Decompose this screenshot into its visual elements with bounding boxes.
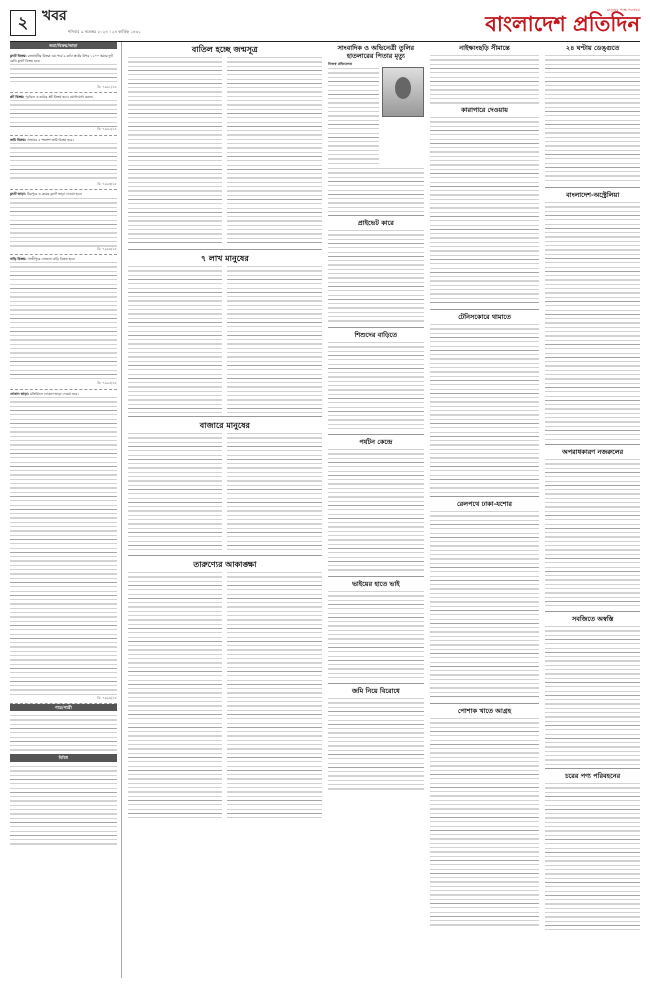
headline: পোশাক খাতে আগ্রহ bbox=[457, 707, 512, 715]
classifieds-column bbox=[10, 42, 122, 978]
paper-name: বাংলাদেশ প্রতিদিন bbox=[485, 11, 640, 37]
classified-ad bbox=[10, 390, 117, 705]
byline: নিজস্ব প্রতিবেদক bbox=[328, 62, 353, 66]
classifieds-header-misc: বিবিধ bbox=[10, 754, 117, 761]
classifieds-header: জমা/বিক্রয়/ভাড়া bbox=[10, 42, 117, 49]
ad-code: বি: ৭৯৬১/২৪ bbox=[97, 84, 117, 89]
headline: চরের পণ্য পরিবহনের bbox=[565, 772, 621, 780]
headline: রেলপথে ঢাকা-যশোর bbox=[457, 500, 512, 508]
ad-text: মিরপুরে ৩ রুমের ফ্ল্যাট ভাড়া দেওয়া হবে। bbox=[27, 192, 82, 197]
classifieds-header-matrimony: পাত্র/পাত্রী bbox=[10, 704, 117, 711]
ad-title: ফ্ল্যাট বিক্রয়: bbox=[10, 54, 27, 59]
page-number: ২ bbox=[10, 10, 36, 36]
news-column-5 bbox=[545, 42, 640, 978]
news-column-3 bbox=[328, 42, 424, 978]
ad-title: জমি বিক্রয়: bbox=[10, 137, 27, 142]
classified-ad bbox=[10, 136, 117, 191]
masthead bbox=[10, 8, 640, 42]
headline: সাংবাদিক ও অভিনেত্রী তুলির হাতলারের পিতার মৃত্যু bbox=[337, 44, 415, 60]
headline: নাইক্ষ্যংছড়ি সীমান্তে bbox=[459, 44, 510, 52]
ad-title: ফ্ল্যাট ভাড়া: bbox=[10, 192, 26, 197]
headline: শিশুদের বাড়িতে bbox=[354, 331, 398, 340]
headline: ভাইয়ের হাতে ভাই bbox=[352, 580, 400, 589]
classified-ad bbox=[10, 190, 117, 255]
section-name: খবর bbox=[42, 8, 67, 24]
headline: ২৪ ঘণ্টায় ডেঙ্গুতে bbox=[565, 44, 620, 52]
classified-ad bbox=[10, 255, 117, 390]
ad-text: পূর্বাচল ৩ কাঠার প্লট বিক্রয় হবে। যোগাযোগ করুন। bbox=[25, 95, 94, 100]
headline: জমি নিয়ে বিরোধে bbox=[351, 687, 400, 696]
obituary-photo bbox=[382, 67, 424, 117]
ad-title: প্লট বিক্রয়: bbox=[10, 95, 25, 100]
ad-text: মতিঝিলে দোকান ভাড়া দেওয়া হবে। bbox=[30, 391, 79, 396]
classified-ad bbox=[10, 93, 117, 136]
headline: পর্যটন কেন্দ্রে bbox=[359, 438, 393, 447]
ad-text: সাভারে ৫ শতাংশ জমি বিক্রয় হবে। bbox=[27, 137, 74, 142]
headline: তারুণ্যের আকাঙ্ক্ষা bbox=[193, 559, 257, 569]
ad-code: বি: ৭৯৬৪/২৪ bbox=[97, 246, 117, 251]
paper-logo bbox=[485, 8, 640, 36]
headline: প্রাইভেট কারে bbox=[357, 219, 394, 228]
main-news-column bbox=[128, 42, 322, 978]
paper-tagline: মানুষের পক্ষে সবসময় bbox=[607, 8, 640, 12]
ad-code: বি: ৭৯৬৬/২৪ bbox=[97, 695, 117, 700]
headline: বাংলাদেশ-অস্ট্রেলিয়া bbox=[566, 191, 620, 199]
ad-text: গাজীপুরে দোতলা বাড়ি বিক্রয় হবে। bbox=[27, 256, 76, 261]
headline: টেনিসকোরে থামাতে bbox=[458, 313, 511, 321]
ad-code: বি: ৭৯৬৩/২৪ bbox=[97, 182, 117, 187]
ad-title: বাড়ি বিক্রয়: bbox=[10, 256, 27, 261]
headline: ৭ লাখ মানুষের bbox=[200, 253, 249, 263]
headline: অপরাধকারণ নজরুলের bbox=[562, 448, 624, 456]
news-column-4 bbox=[430, 42, 540, 978]
headline: সবজিতে অস্বস্তি bbox=[571, 615, 614, 623]
headline: কারাগারে দেওয়ায় bbox=[461, 106, 508, 114]
headline: বাতিল হচ্ছে জন্মসূত্র bbox=[191, 44, 258, 54]
ad-text: রাজধানীর উত্তরা ৩য় পর্বে ৬ কাঠা প্লটের উপর ১২০০ স্কয়ার ফুট রেডি ফ্ল্যাট বিক্রয় হবে। bbox=[10, 54, 113, 63]
headline: বাজারে মানুষের bbox=[199, 420, 250, 430]
dateline: শনিবার ৯ নভেম্বর ২০২৪ । ২৪ কার্তিক ১৪৩১ bbox=[68, 29, 141, 34]
ad-code: বি: ৭৯৬২/২৪ bbox=[97, 127, 117, 132]
ad-title: দোকান ভাড়া: bbox=[10, 391, 29, 396]
classified-ad bbox=[10, 52, 117, 93]
ad-code: বি: ৭৯৬৫/২৪ bbox=[97, 381, 117, 386]
